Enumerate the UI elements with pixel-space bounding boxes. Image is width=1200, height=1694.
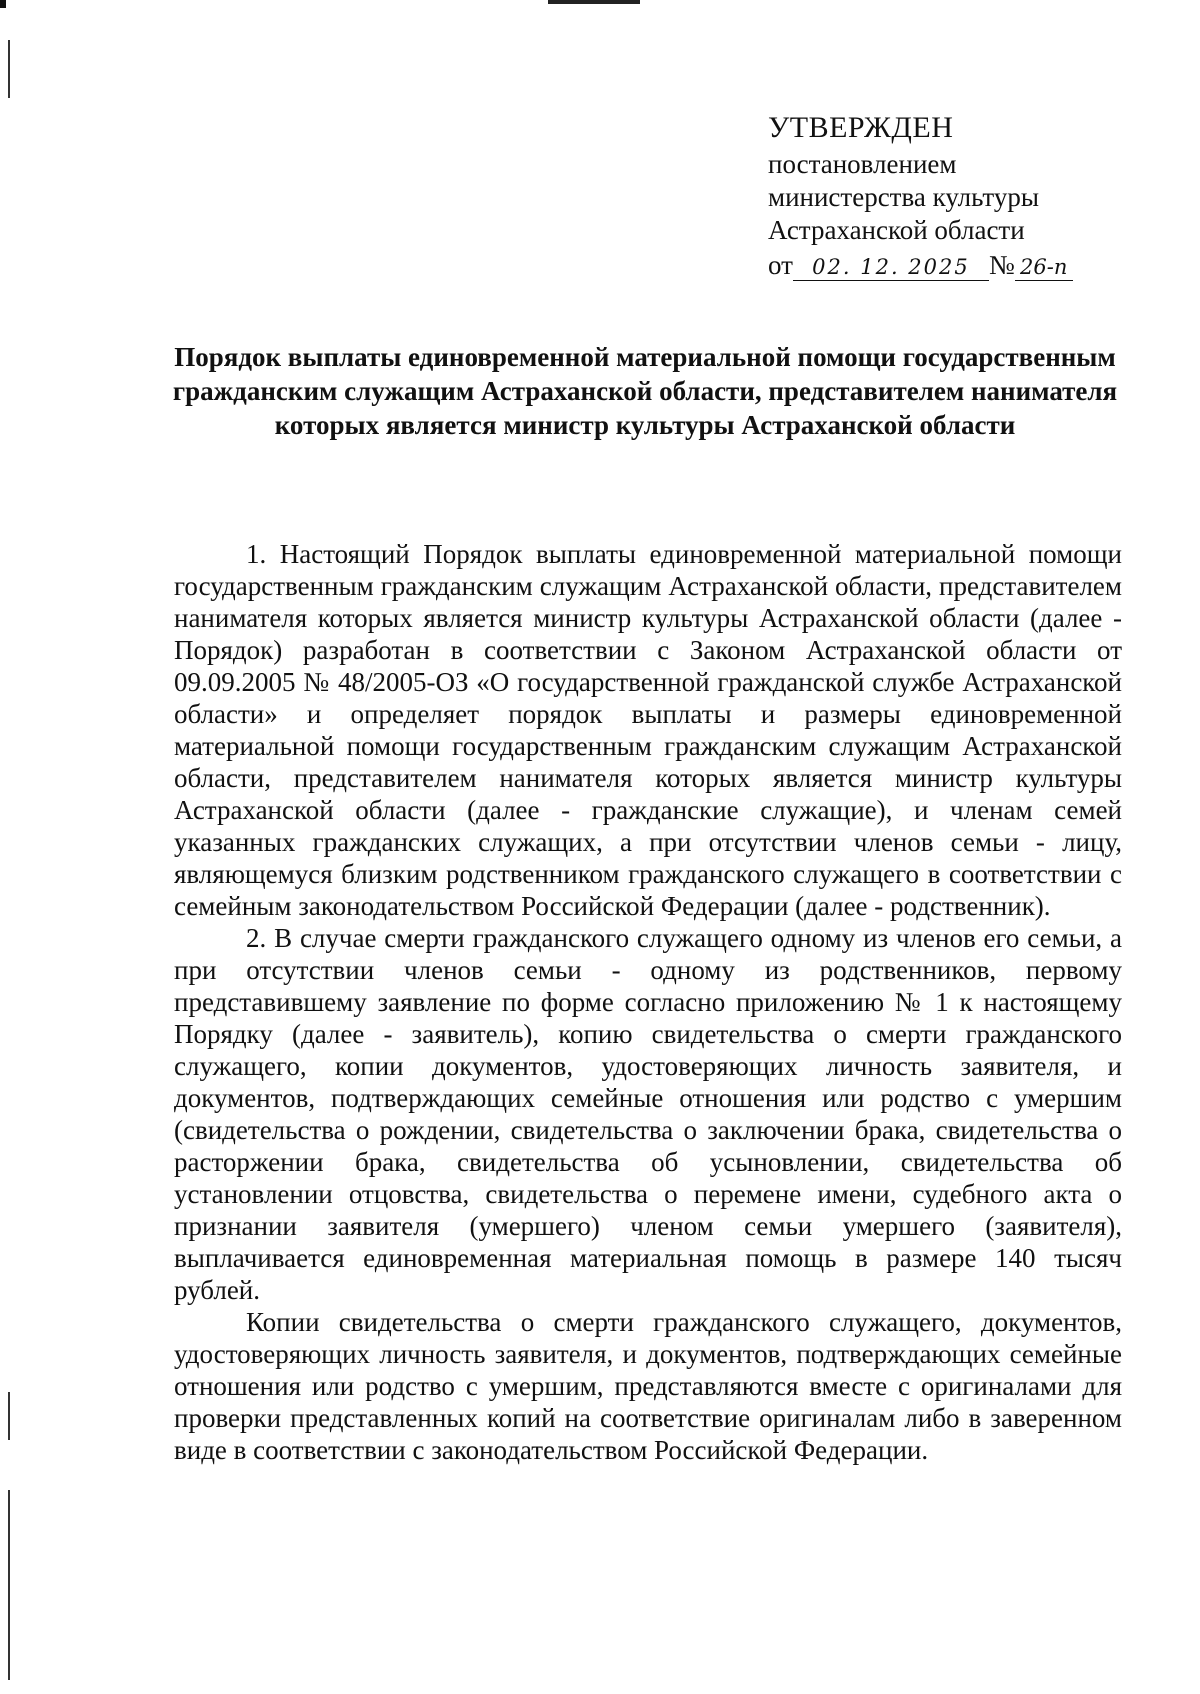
scan-artifact-edge [8,1490,10,1680]
approval-stamp-block [768,108,1148,283]
handwritten-date: 02. 12. 2025 [793,254,989,281]
paragraph: Копии свидетельства о смерти гражданского служащего, документов, удостоверяющих личность заявителя, и документов, подтверждающих семейные отношения или родство с умершим, представляются вместе с оригиналами для проверки представленных копий на соответствие оригиналам либо в заверенном виде в соответствии с законодательством Российской Федерации. [174,1307,1122,1465]
document-body [174,538,1122,1466]
approval-line: министерства культуры [768,182,1040,212]
handwritten-number: 26-п [1015,254,1073,281]
scan-artifact-edge [8,1392,10,1440]
approval-line: постановлением [768,149,957,179]
document-title: Порядок выплаты единовременной материальной помощи государственным гражданским служащим Астраханской области, представителем нанимателя которых является министр культуры Астраханской области [172,342,1118,440]
date-prefix: от [768,250,793,280]
number-prefix: № [988,250,1015,280]
approval-date-line [768,247,1148,283]
paragraph: 1. Настоящий Порядок выплаты единовременной материальной помощи государственным гражданским служащим Астраханской области, представителем нанимателя которых является министр культуры Астраханской области (далее - Порядок) разработан в соответствии с Законом Астраханской области от 09.09.2005 № 48/2005-ОЗ «О государственной гражданской службе Астраханской области» и определяет порядок выплаты и размеры единовременной материальной помощи государственным гражданским служащим Астраханской области, представителем нанимателя которых является министр культуры Астраханской области (далее - гражданские служащие), и членам семей указанных гражданских служащих, а при отсутствии членов семьи - лицу, являющемуся близким родственником гражданского служащего в соответствии с семейным законодательством Российской Федерации (далее - родственник). [174,539,1122,921]
paragraph: 2. В случае смерти гражданского служащего одному из членов его семьи, а при отсутствии членов семьи - одному из родственников, первому представившему заявление по форме согласно приложению № 1 к настоящему Порядку (далее - заявитель), копию свидетельства о смерти гражданского служащего, копии документов, удостоверяющих личность заявителя, и документов, подтверждающих семейные отношения или родство с умершим (свидетельства о рождении, свидетельства о заключении брака, свидетельства о расторжении брака, свидетельства об усыновлении, свидетельства об установлении отцовства, свидетельства о перемене имени, судебного акта о признании заявителя (умершего) членом семьи умершего (заявителя), выплачивается единовременная материальная помощь в размере 140 тысяч рублей. [174,923,1122,1305]
approval-line: Астраханской области [768,215,1025,245]
scan-artifact-top-mark [548,0,640,4]
approval-heading: УТВЕРЖДЕН [768,111,954,144]
scan-artifact-edge [8,40,10,98]
scan-artifact-corner [0,0,6,8]
